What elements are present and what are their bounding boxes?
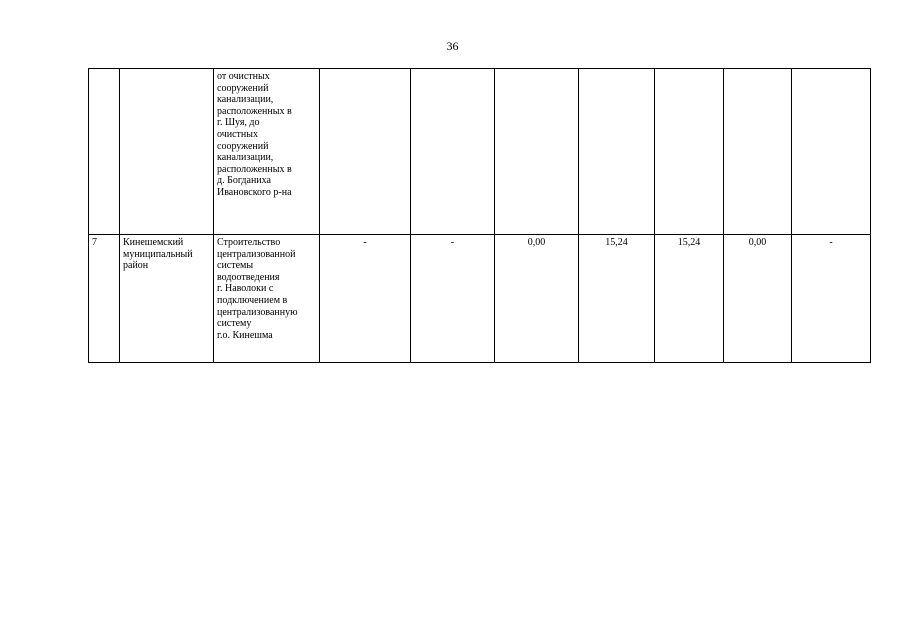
- value-cell: [320, 69, 411, 235]
- table-row: [89, 235, 871, 363]
- value-cell: 15,24: [579, 235, 655, 363]
- value-cell: -: [411, 235, 495, 363]
- value-cell: [411, 69, 495, 235]
- value-cell: -: [320, 235, 411, 363]
- district-cell: Кинешемский муниципальный район: [120, 235, 214, 363]
- value-cell: [655, 69, 724, 235]
- description-cell: от очистных сооружений канализации, расположенных в г. Шуя, до очистных сооружений канализации, расположенных в д. Богданиха Ивановского р-на: [214, 69, 320, 235]
- value-cell: [495, 69, 579, 235]
- value-cell: 0,00: [724, 235, 792, 363]
- district-cell: [120, 69, 214, 235]
- value-cell: [579, 69, 655, 235]
- data-table: [88, 68, 871, 363]
- table-row: [89, 69, 871, 235]
- row-index-cell: [89, 69, 120, 235]
- value-cell: -: [792, 235, 871, 363]
- page-number: 36: [446, 39, 459, 53]
- description-cell: Строительство централизованной системы водоотведения г. Наволоки с подключением в централизованную систему г.о. Кинешма: [214, 235, 320, 363]
- value-cell: [724, 69, 792, 235]
- value-cell: 15,24: [655, 235, 724, 363]
- value-cell: 0,00: [495, 235, 579, 363]
- value-cell: [792, 69, 871, 235]
- row-index-cell: 7: [89, 235, 120, 363]
